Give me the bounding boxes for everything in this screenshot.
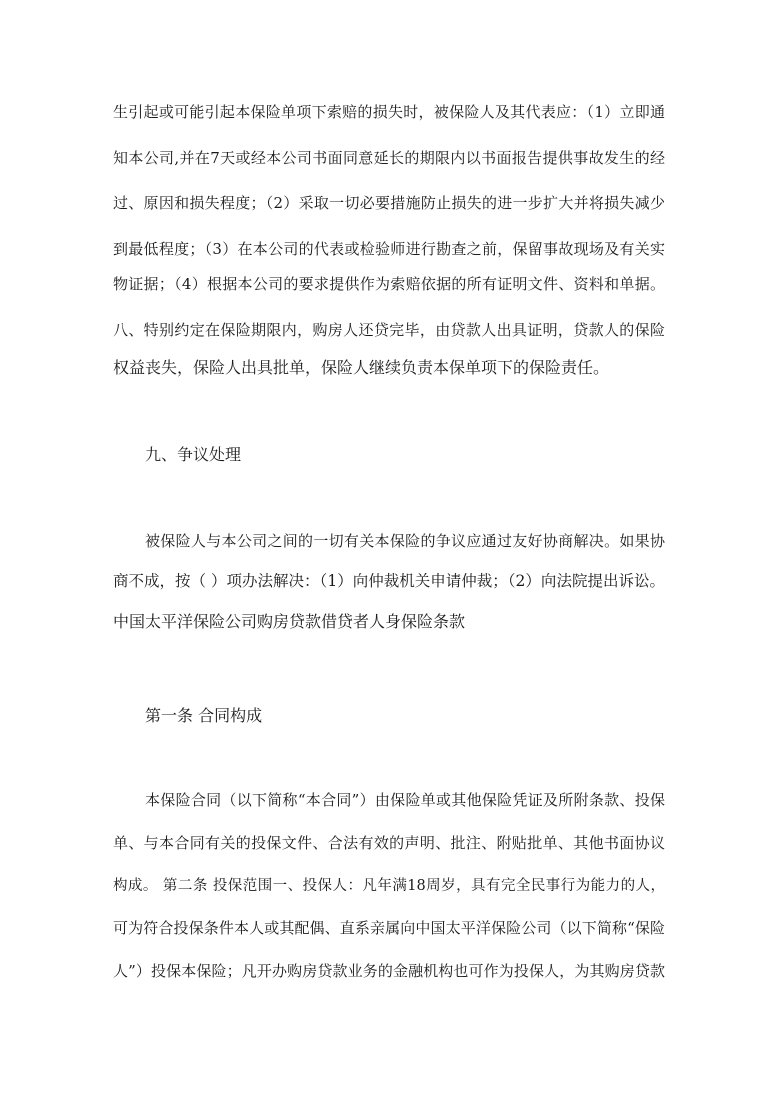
paragraph-line: 商不成，按（ ）项办法解决：（1）向仲裁机关申请仲裁；（2）向法院提出诉讼。	[113, 572, 665, 590]
article-heading: 第一条 合同构成	[145, 706, 263, 725]
paragraph-line: 人”）投保本保险；凡开办购房贷款业务的金融机构也可作为投保人，为其购房贷款	[113, 962, 665, 980]
paragraph-line: 单、与本合同有关的投保文件、合法有效的声明、批注、附贴批单、其他书面协议	[113, 834, 665, 852]
paragraph-line: 构成。 第二条 投保范围一、投保人：凡年满18周岁，具有完全民事行为能力的人，	[113, 878, 665, 894]
paragraph-line: 物证据；（4）根据本公司的要求提供作为索赔依据的所有证明文件、资料和单据。	[113, 275, 665, 293]
paragraph-line: 到最低程度；（3）在本公司的代表或检验师进行勘查之前，保留事故现场及有关实	[113, 240, 665, 258]
paragraph-line: 可为符合投保条件本人或其配偶、直系亲属向中国太平洋保险公司（以下简称“保险	[113, 919, 665, 937]
paragraph-line: 生引起或可能引起本保险单项下索赔的损失时，被保险人及其代表应：（1）立即通	[113, 103, 665, 121]
paragraph-line: 本保险合同（以下简称“本合同”）由保险单或其他保险凭证及所附条款、投保	[145, 791, 665, 809]
paragraph-line: 被保险人与本公司之间的一切有关本保险的争议应通过友好协商解决。如果协	[145, 532, 665, 550]
paragraph-line: 过、原因和损失程度；（2）采取一切必要措施防止损失的进一步扩大并将损失减少	[113, 194, 665, 212]
paragraph-line: 知本公司,并在7天或经本公司书面同意延长的期限内以书面报告提供事故发生的经	[113, 149, 665, 167]
paragraph-line: 中国太平洋保险公司购房贷款借贷者人身保险条款	[113, 612, 466, 631]
paragraph-line: 权益丧失，保险人出具批单，保险人继续负责本保单项下的保险责任。	[113, 358, 610, 377]
paragraph-line: 八、特别约定在保险期限内，购房人还贷完毕，由贷款人出具证明，贷款人的保险	[113, 321, 665, 339]
section-heading: 九、争议处理	[145, 445, 242, 464]
